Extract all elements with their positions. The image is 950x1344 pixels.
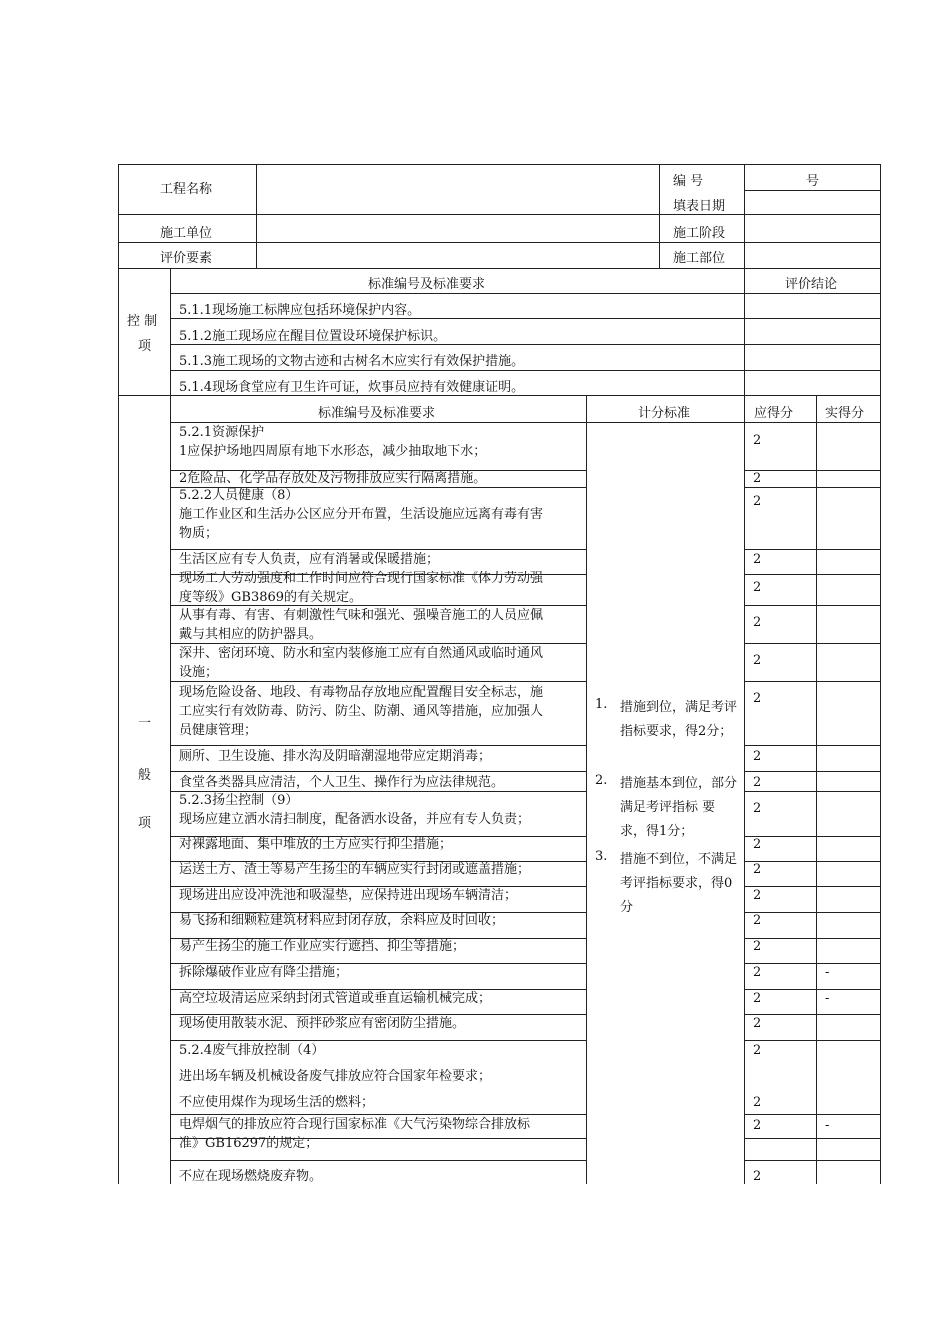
grid-line — [744, 1040, 880, 1041]
due-score: 2 — [753, 691, 762, 706]
requirement-line: 易产生扬尘的施工作业应实行遮挡、抑尘等措施； — [179, 939, 466, 954]
control-col-conclusion-header: 评价结论 — [785, 277, 838, 292]
construction-part-label: 施工部位 — [673, 251, 726, 266]
project-name-value[interactable] — [258, 170, 656, 210]
control-item: 5.1.3施工现场的文物古迹和古树名木应实行有效保护措施。 — [179, 354, 525, 369]
grid-line — [170, 1138, 586, 1139]
grid-line — [170, 963, 586, 964]
grid-line — [170, 487, 586, 488]
due-score: 2 — [753, 1169, 762, 1184]
grid-line — [744, 549, 880, 550]
requirement-line: 食堂各类器具应清洁，个人卫生、操作行为应法律规范。 — [179, 775, 505, 790]
requirement-line: 1应保护场地四周原有地下水形态，减少抽取地下水； — [179, 444, 487, 459]
grid-line — [170, 745, 586, 746]
control-item: 5.1.1现场施工标牌应包括环境保护内容。 — [179, 303, 421, 318]
grid-line — [170, 318, 880, 319]
grid-line — [118, 164, 119, 1184]
grid-line — [744, 487, 880, 488]
grid-line — [170, 938, 586, 939]
requirement-line: 拆除爆破作业应有降尘措施； — [179, 965, 349, 980]
grid-line — [744, 681, 880, 682]
control-item: 5.1.2施工现场应在醒目位置设环境保护标识。 — [179, 329, 447, 344]
due-score: 2 — [753, 1043, 762, 1058]
due-score: 2 — [753, 433, 762, 448]
fill-date-label: 填表日期 — [673, 199, 726, 214]
construction-unit-value[interactable] — [258, 218, 656, 240]
due-score: 2 — [753, 939, 762, 954]
grid-line — [744, 989, 880, 990]
actual-score[interactable]: - — [825, 991, 830, 1006]
grid-line — [170, 791, 586, 792]
due-score: 2 — [753, 494, 762, 509]
grid-line — [170, 293, 880, 294]
grid-line — [118, 164, 880, 165]
actual-score[interactable]: - — [825, 965, 830, 980]
general-col-requirement-header: 标准编号及标准要求 — [318, 406, 436, 421]
requirement-line: 物质； — [179, 526, 219, 541]
grid-line — [118, 268, 880, 269]
general-col-scoring-header: 计分标准 — [638, 406, 691, 421]
requirement-line: 高空垃圾清运应采纳封闭式管道或垂直运输机械完成； — [179, 991, 492, 1006]
due-score: 2 — [753, 653, 762, 668]
control-section-label-2: 项 — [138, 339, 152, 354]
requirement-line: 度等级》GB3869的有关规定。 — [179, 590, 363, 605]
requirement-line: 设施； — [179, 665, 219, 680]
construction-stage-label: 施工阶段 — [673, 226, 726, 241]
grid-line — [744, 745, 880, 746]
due-score: 2 — [753, 913, 762, 928]
grid-line — [659, 164, 660, 268]
scoring-rule-text: 措施到位，满足考评指标要求，得2分； — [620, 700, 738, 739]
requirement-line: 现场应建立洒水清扫制度，配备洒水设备，并应有专人负责； — [179, 812, 531, 827]
requirement-line: 不应使用煤作为现场生活的燃料； — [179, 1095, 375, 1110]
grid-line — [744, 164, 745, 268]
due-score: 2 — [753, 471, 762, 486]
scoring-rule-text: 措施基本到位，部分满足考评指标 要求，得1分； — [620, 776, 738, 839]
scoring-rule-number: 3. — [595, 849, 608, 864]
requirement-line: 现场使用散装水泥、预拌砂浆应有密闭防尘措施。 — [179, 1016, 466, 1031]
grid-line — [170, 912, 586, 913]
requirement-line: 现场危险设备、地段、有毒物品存放地应配置醒目安全标志，施 — [179, 685, 544, 700]
control-item: 5.1.4现场食堂应有卫生许可证，炊事员应持有效健康证明。 — [179, 380, 525, 395]
grid-line — [170, 422, 880, 423]
fill-date-value[interactable] — [746, 192, 878, 212]
number-value[interactable]: 号 — [806, 174, 820, 189]
requirement-line: 厕所、卫生设施、排水沟及阴暗潮湿地带应定期消毒； — [179, 749, 492, 764]
due-score: 2 — [753, 837, 762, 852]
due-score: 2 — [753, 862, 762, 877]
grid-line — [744, 886, 880, 887]
requirement-line: 5.2.1资源保护 — [179, 425, 265, 440]
grid-line — [170, 681, 586, 682]
requirement-line: 员健康管理； — [179, 723, 258, 738]
grid-line — [170, 643, 586, 644]
due-score: 2 — [753, 615, 762, 630]
grid-line — [170, 574, 586, 575]
grid-line — [744, 836, 880, 837]
grid-line — [744, 963, 880, 964]
construction-stage-value[interactable] — [746, 218, 878, 240]
grid-line — [170, 989, 586, 990]
grid-line — [744, 1160, 880, 1161]
grid-line — [744, 395, 745, 1184]
requirement-line: 5.2.3扬尘控制（9） — [179, 793, 299, 808]
requirement-line: 施工作业区和生活办公区应分开布置，生活设施应远离有毒有害 — [179, 507, 544, 522]
grid-line — [744, 1114, 880, 1115]
grid-line — [744, 268, 745, 395]
due-score: 2 — [753, 749, 762, 764]
requirement-line: 从事有毒、有害、有刺激性气味和强光、强噪音施工的人员应佩 — [179, 608, 544, 623]
grid-line — [744, 938, 880, 939]
scoring-rule-number: 2. — [595, 773, 608, 788]
grid-line — [170, 268, 171, 1184]
grid-line — [170, 1014, 586, 1015]
grid-line — [170, 771, 586, 772]
actual-score[interactable]: - — [825, 1118, 830, 1133]
general-col-due-header: 应得分 — [754, 406, 794, 421]
grid-line — [816, 395, 817, 1184]
grid-line — [744, 470, 880, 471]
requirement-line: 运送土方、渣土等易产生扬尘的车辆应实行封闭或遮盖措施； — [179, 862, 531, 877]
grid-line — [744, 1138, 880, 1139]
grid-line — [744, 190, 880, 191]
requirement-line: 工应实行有效防毒、防污、防尘、防潮、通风等措施，应加强人 — [179, 704, 544, 719]
grid-line — [170, 1160, 586, 1161]
requirement-line: 不应在现场燃烧废弃物。 — [179, 1169, 323, 1184]
grid-line — [170, 344, 880, 345]
grid-line — [170, 549, 586, 550]
due-score: 2 — [753, 1095, 762, 1110]
grid-line — [170, 370, 880, 371]
requirement-line: 对裸露地面、集中堆放的土方应实行抑尘措施； — [179, 837, 453, 852]
requirement-line: 现场进出应设冲洗池和吸湿垫，应保持进出现场车辆清洁； — [179, 888, 518, 903]
control-col-requirement-header: 标准编号及标准要求 — [368, 277, 486, 292]
project-name-label: 工程名称 — [160, 182, 213, 197]
grid-line — [744, 791, 880, 792]
requirement-line: 进出场车辆及机械设备废气排放应符合国家年检要求； — [179, 1069, 492, 1084]
grid-line — [744, 605, 880, 606]
due-score: 2 — [753, 775, 762, 790]
requirement-line: 现场工人劳动强度和工作时间应符合现行国家标准《体力劳动强 — [179, 571, 544, 586]
number-label: 编 号 — [673, 174, 704, 189]
grid-line — [170, 886, 586, 887]
general-col-actual-header: 实得分 — [825, 406, 865, 421]
requirement-line: 2危险品、化学品存放处及污物排放应实行隔离措施。 — [179, 471, 487, 486]
grid-line — [256, 164, 257, 268]
general-section-label: 一 — [138, 716, 152, 731]
due-score: 2 — [753, 1016, 762, 1031]
grid-line — [170, 470, 586, 471]
grid-line — [170, 605, 586, 606]
due-score: 2 — [753, 580, 762, 595]
grid-line — [170, 861, 586, 862]
construction-unit-label: 施工单位 — [160, 226, 213, 241]
evaluation-element-value[interactable] — [258, 244, 656, 266]
evaluation-element-label: 评价要素 — [160, 251, 213, 266]
grid-line — [744, 912, 880, 913]
requirement-line: 电焊烟气的排放应符合现行国家标准《大气污染物综合排放标 — [179, 1117, 531, 1132]
due-score: 2 — [753, 801, 762, 816]
requirement-line: 深井、密闭环境、防水和室内装修施工应有自然通风或临时通风 — [179, 646, 544, 661]
requirement-line: 生活区应有专人负责，应有消暑或保暖措施； — [179, 552, 440, 567]
general-section-label-2: 般 — [138, 768, 152, 783]
scoring-rule-number: 1. — [595, 697, 608, 712]
grid-line — [586, 395, 587, 1184]
requirement-line: 准》GB16297的规定； — [179, 1136, 319, 1151]
due-score: 2 — [753, 552, 762, 567]
requirement-line: 5.2.2人员健康（8） — [179, 488, 299, 503]
due-score: 2 — [753, 965, 762, 980]
grid-line — [744, 574, 880, 575]
construction-part-value[interactable] — [746, 244, 878, 266]
grid-line — [118, 395, 880, 396]
general-section-label-3: 项 — [138, 816, 152, 831]
grid-line — [118, 242, 880, 243]
grid-line — [744, 771, 880, 772]
grid-line — [744, 861, 880, 862]
grid-line — [170, 836, 586, 837]
requirement-line: 戴与其相应的防护器具。 — [179, 627, 323, 642]
scoring-rule-text: 措施不到位，不满足考评指标要求，得0分 — [620, 852, 738, 915]
grid-line — [118, 214, 880, 215]
grid-line — [880, 164, 881, 1184]
grid-line — [744, 643, 880, 644]
grid-line — [170, 1040, 586, 1041]
due-score: 2 — [753, 888, 762, 903]
requirement-line: 易飞扬和细颗粒建筑材料应封闭存放，余料应及时回收； — [179, 913, 505, 928]
control-section-label: 控 制 — [127, 314, 158, 329]
due-score: 2 — [753, 991, 762, 1006]
due-score: 2 — [753, 1118, 762, 1133]
requirement-line: 5.2.4废气排放控制（4） — [179, 1043, 325, 1058]
grid-line — [170, 1114, 586, 1115]
grid-line — [744, 1014, 880, 1015]
